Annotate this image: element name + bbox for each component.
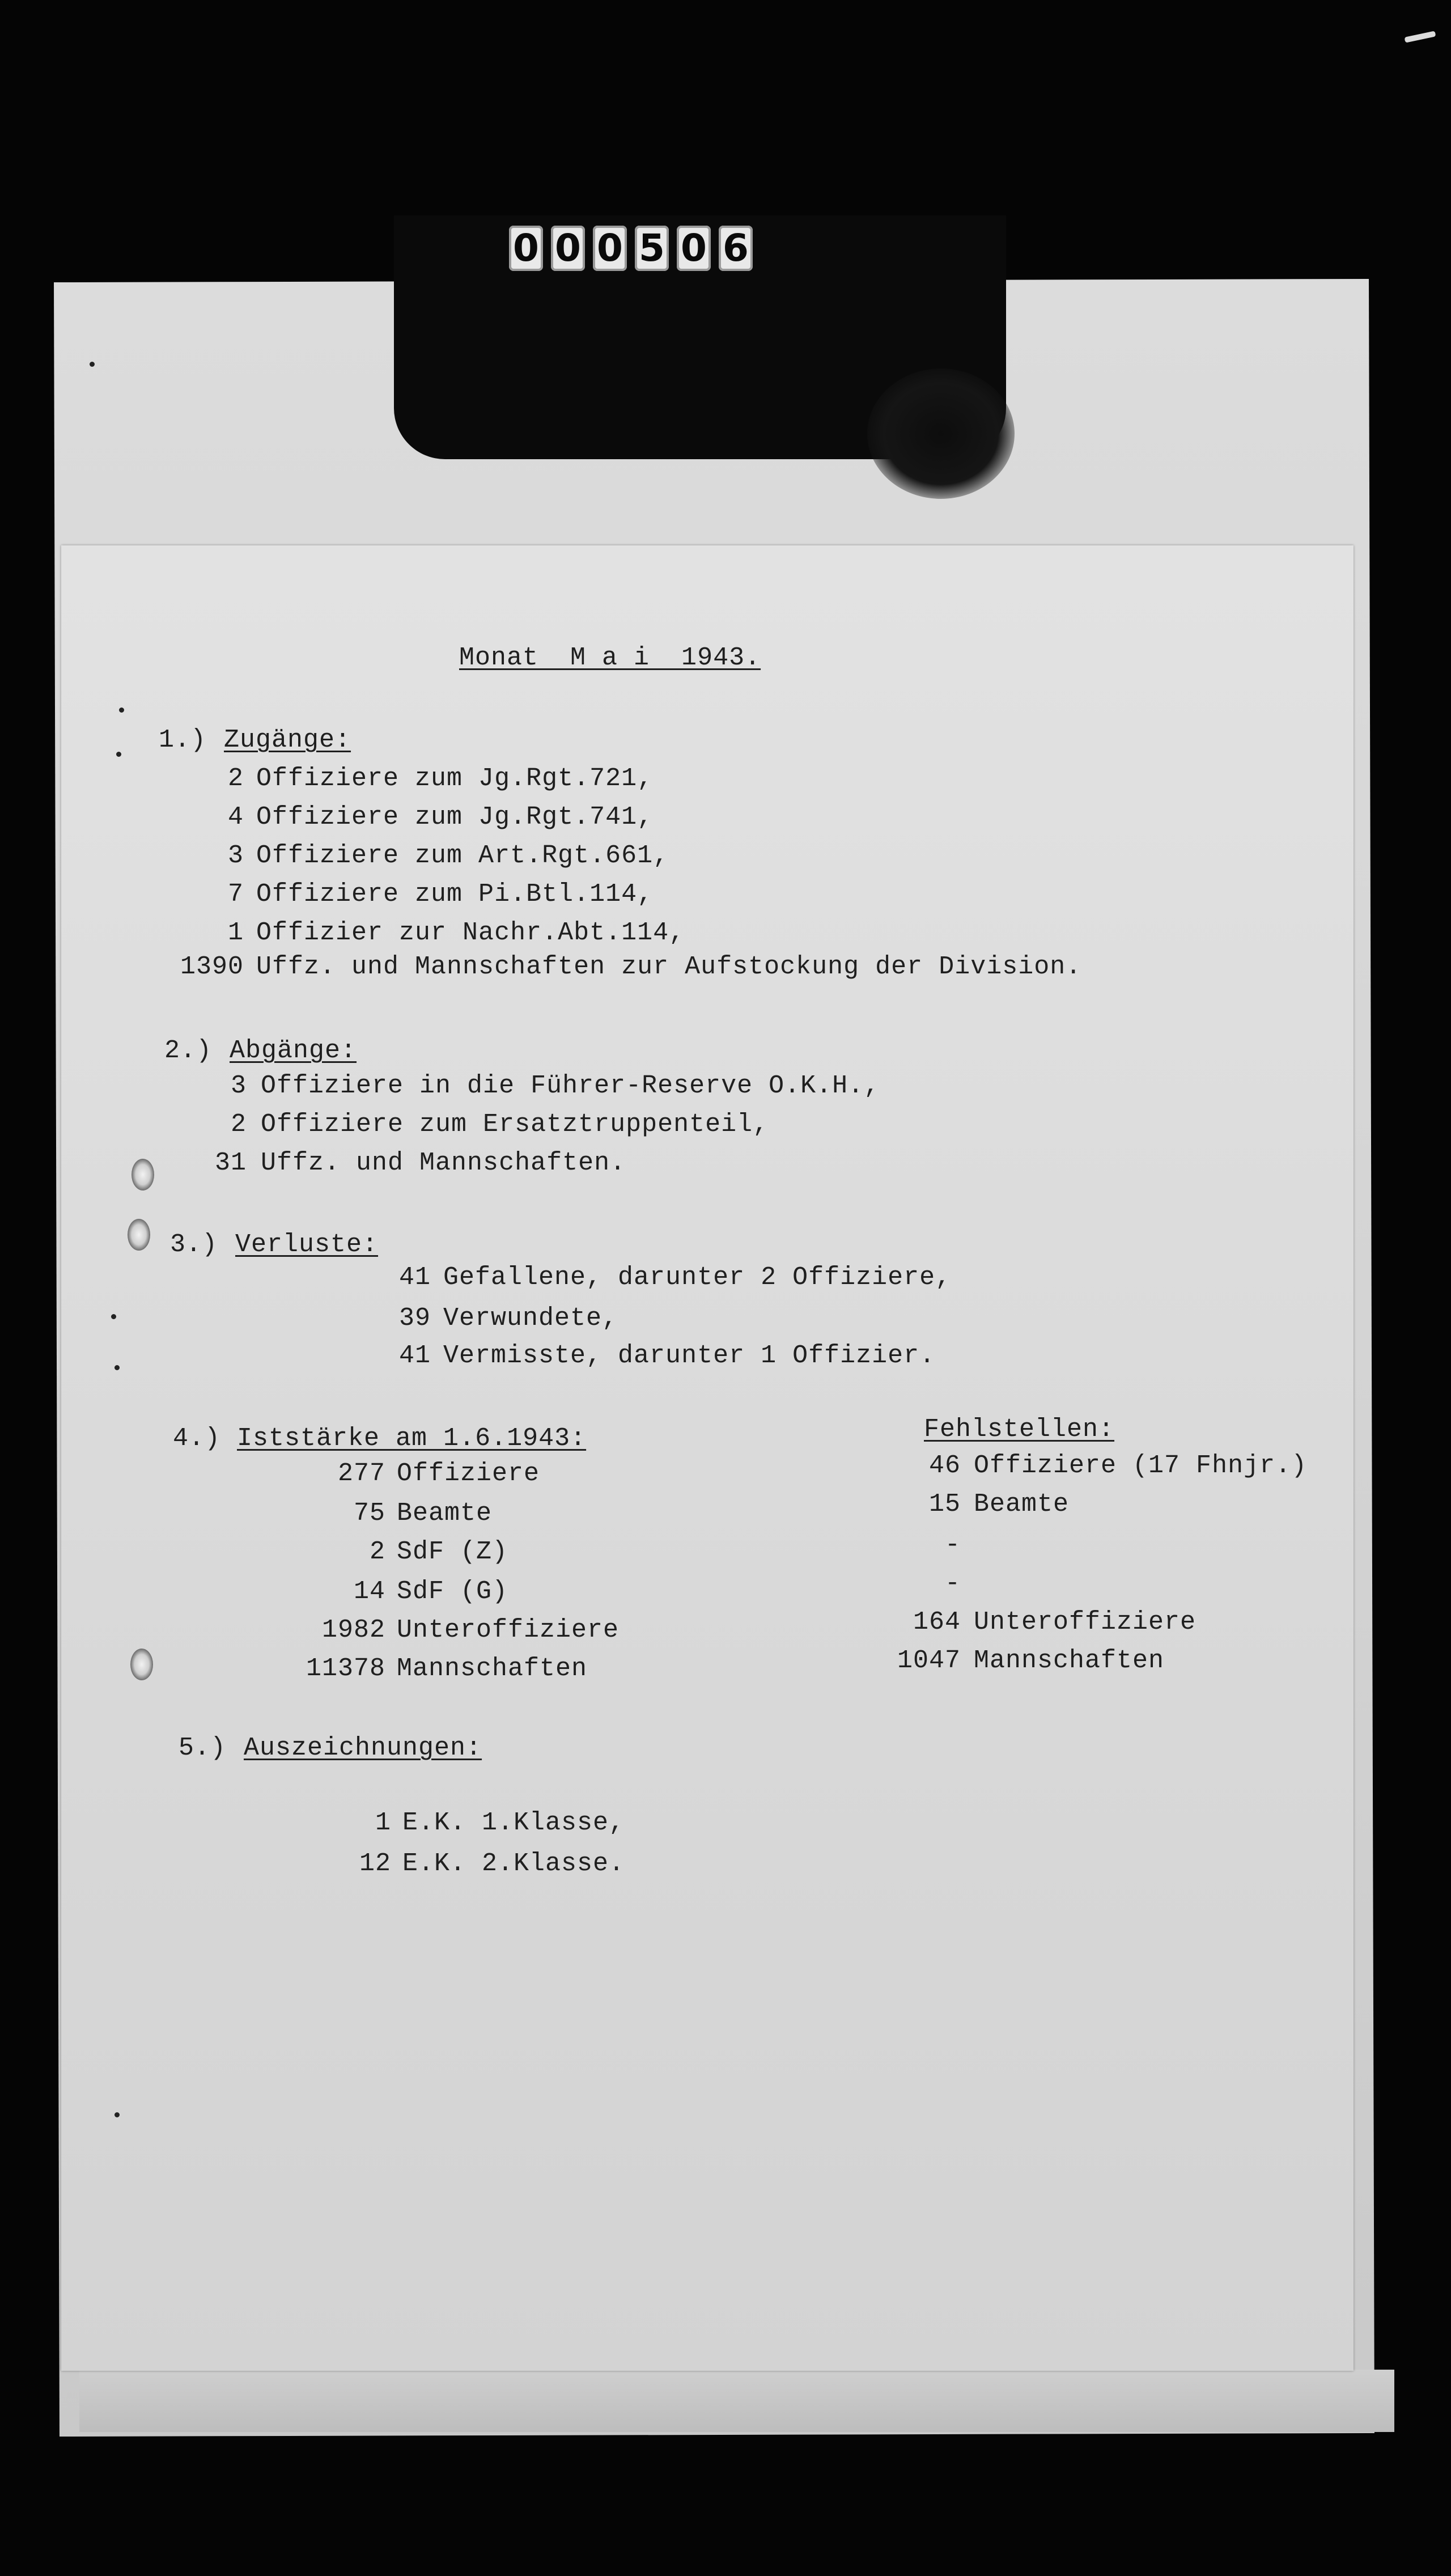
entry-text: Offiziere zum Art.Rgt.661, bbox=[256, 841, 669, 870]
shortfall-number: - bbox=[944, 1531, 961, 1560]
strength-label: Beamte bbox=[397, 1499, 493, 1528]
entry-text: Offiziere zum Jg.Rgt.721, bbox=[256, 764, 654, 793]
entry-text: E.K. 1.Klasse, bbox=[402, 1808, 625, 1837]
section-heading: Auszeichnungen: bbox=[244, 1734, 482, 1762]
counter-digit: 6 bbox=[719, 226, 753, 271]
strength-label: Mannschaften bbox=[397, 1654, 588, 1683]
strength-label: SdF (Z) bbox=[397, 1537, 508, 1566]
speck bbox=[116, 752, 121, 757]
section-number: 2.) bbox=[164, 1036, 213, 1065]
frame-counter bbox=[509, 226, 753, 271]
entry-number: 3 bbox=[230, 1071, 247, 1100]
corner-mark bbox=[1405, 31, 1436, 43]
entry-text: Offiziere zum Pi.Btl.114, bbox=[256, 880, 654, 909]
clamp-shadow bbox=[867, 368, 1015, 499]
shortfall-label: Offiziere (17 Fhnjr.) bbox=[974, 1451, 1308, 1480]
counter-digit: 5 bbox=[635, 226, 669, 271]
punch-hole bbox=[131, 1159, 154, 1190]
section-heading: Verluste: bbox=[235, 1230, 379, 1259]
strength-number: 14 bbox=[353, 1577, 385, 1606]
strength-number: 75 bbox=[353, 1499, 385, 1528]
speck bbox=[119, 707, 124, 713]
speck bbox=[114, 2112, 120, 2117]
entry-number: 12 bbox=[359, 1849, 391, 1878]
entry-text: Verwundete, bbox=[443, 1304, 618, 1333]
speck bbox=[90, 362, 95, 367]
strength-label: Unteroffiziere bbox=[397, 1616, 620, 1645]
entry-number: 3 bbox=[227, 841, 244, 870]
entry-number: 1390 bbox=[180, 952, 244, 981]
counter-digit: 0 bbox=[509, 226, 543, 271]
entry-number: 2 bbox=[227, 764, 244, 793]
shortfall-label: Beamte bbox=[974, 1490, 1070, 1519]
punch-hole bbox=[130, 1649, 153, 1680]
entry-number: 41 bbox=[398, 1263, 431, 1292]
entry-number: 1 bbox=[375, 1808, 391, 1837]
entry-text: Gefallene, darunter 2 Offiziere, bbox=[443, 1263, 952, 1292]
shortfall-number: - bbox=[944, 1569, 961, 1598]
counter-digit: 0 bbox=[677, 226, 711, 271]
entry-text: Offiziere zum Jg.Rgt.741, bbox=[256, 803, 654, 832]
section-number: 4.) bbox=[173, 1424, 221, 1453]
shortfall-label: Mannschaften bbox=[974, 1646, 1165, 1675]
punch-hole bbox=[128, 1219, 150, 1251]
strength-number: 277 bbox=[337, 1459, 385, 1488]
fehlstellen-heading: Fehlstellen: bbox=[924, 1415, 1115, 1444]
shortfall-label: Unteroffiziere bbox=[974, 1608, 1197, 1637]
section-heading: Zugänge: bbox=[224, 726, 351, 755]
strength-number: 11378 bbox=[306, 1654, 385, 1683]
entry-text: Uffz. und Mannschaften. bbox=[261, 1149, 626, 1177]
section-heading: Abgänge: bbox=[230, 1036, 357, 1065]
speck bbox=[111, 1314, 116, 1319]
section-number: 1.) bbox=[159, 726, 207, 755]
entry-text: Offiziere zum Ersatztruppenteil, bbox=[261, 1110, 769, 1139]
strength-number: 2 bbox=[369, 1537, 385, 1566]
sheet-bottom-edge bbox=[79, 2370, 1394, 2432]
entry-number: 1 bbox=[227, 918, 244, 947]
entry-text: Vermisste, darunter 1 Offizier. bbox=[443, 1341, 936, 1370]
section-number: 3.) bbox=[170, 1230, 218, 1259]
entry-number: 2 bbox=[230, 1110, 247, 1139]
entry-number: 4 bbox=[227, 803, 244, 832]
shortfall-number: 1047 bbox=[897, 1646, 961, 1675]
strength-label: SdF (G) bbox=[397, 1577, 508, 1606]
shortfall-number: 15 bbox=[928, 1490, 961, 1519]
section-heading: Iststärke am 1.6.1943: bbox=[237, 1424, 587, 1453]
counter-digit: 0 bbox=[551, 226, 585, 271]
document-title: Monat M a i 1943. bbox=[459, 643, 761, 672]
strength-number: 1982 bbox=[321, 1616, 385, 1645]
entry-text: Uffz. und Mannschaften zur Aufstockung der Division. bbox=[256, 952, 1082, 981]
entry-number: 41 bbox=[398, 1341, 431, 1370]
shortfall-number: 164 bbox=[913, 1608, 961, 1637]
entry-text: Offizier zur Nachr.Abt.114, bbox=[256, 918, 685, 947]
shortfall-number: 46 bbox=[928, 1451, 961, 1480]
counter-digit: 0 bbox=[593, 226, 627, 271]
entry-number: 31 bbox=[214, 1149, 247, 1177]
entry-number: 7 bbox=[227, 880, 244, 909]
entry-text: E.K. 2.Klasse. bbox=[402, 1849, 625, 1878]
speck bbox=[114, 1365, 120, 1370]
entry-number: 39 bbox=[398, 1304, 431, 1333]
entry-text: Offiziere in die Führer-Reserve O.K.H., bbox=[261, 1071, 880, 1100]
section-number: 5.) bbox=[179, 1734, 227, 1762]
strength-label: Offiziere bbox=[397, 1459, 540, 1488]
